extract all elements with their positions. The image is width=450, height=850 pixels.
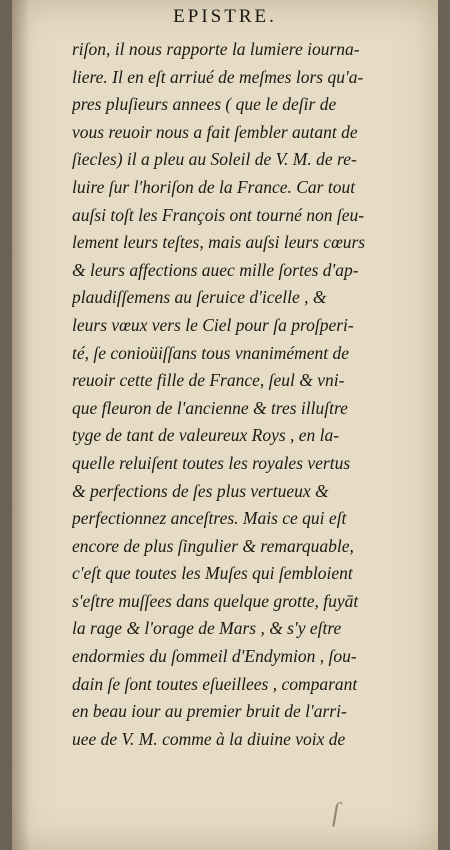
text-line: & perfections de ſes plus vertueux & <box>72 480 329 501</box>
running-head: EPISTRE. <box>173 6 277 27</box>
text-line: té, ſe conioüiſſans tous vnanimément de <box>72 342 350 363</box>
text-line: pres pluſieurs annees ( que le deſir de <box>72 94 337 115</box>
book-page <box>12 0 438 850</box>
text-line: que fleuron de l'ancienne & tres illuſtre <box>72 397 348 418</box>
text-line: plaudiſſemens au ſeruice d'icelle , & <box>72 287 327 308</box>
text-line: auſsi toſt les François ont tourné non ſeu- <box>72 204 365 225</box>
text-line: encore de plus ſingulier & remarquable, <box>72 535 354 556</box>
text-line: s'eſtre muſſees dans quelque grotte, fuyāt <box>72 590 359 611</box>
text-line: dain ſe ſont toutes eſueillees , comparant <box>72 673 358 694</box>
text-line: lement leurs teſtes, mais auſsi leurs cœurs <box>72 232 366 253</box>
text-line: c'eſt que toutes les Muſes qui ſembloient <box>72 563 353 584</box>
text-line: perfectionnez anceſtres. Mais ce qui eſt <box>72 508 347 529</box>
text-line: liere. Il en eſt arriué de meſmes lors qu'a- <box>72 66 364 87</box>
ink-mark: ſ <box>332 798 340 827</box>
text-line: reuoir cette fille de France, ſeul & vni- <box>72 370 345 391</box>
text-line: la rage & l'orage de Mars , & s'y eſtre <box>72 618 342 639</box>
text-line: & leurs affections auec mille ſortes d'ap- <box>72 259 359 280</box>
text-line: vous reuoir nous a fait ſembler autant de <box>72 121 358 142</box>
text-line: leurs vœux vers le Ciel pour ſa proſperi- <box>72 314 354 335</box>
body-text <box>72 36 412 753</box>
text-line: en beau iour au premier bruit de l'arri- <box>72 701 347 722</box>
text-line: luire ſur l'horiſon de la France. Car tout <box>72 176 356 197</box>
text-line: riſon, il nous rapporte la lumiere iourna- <box>72 39 360 59</box>
text-line: uee de V. M. comme à la diuine voix de <box>72 728 346 749</box>
text-line: quelle reluiſent toutes les royales vertus <box>72 452 351 473</box>
text-line: tyge de tant de valeureux Roys , en la- <box>72 425 340 446</box>
text-line: endormies du ſommeil d'Endymion , ſou- <box>72 646 357 667</box>
text-line: ſiecles) il a pleu au Soleil de V. M. de re- <box>72 149 357 170</box>
